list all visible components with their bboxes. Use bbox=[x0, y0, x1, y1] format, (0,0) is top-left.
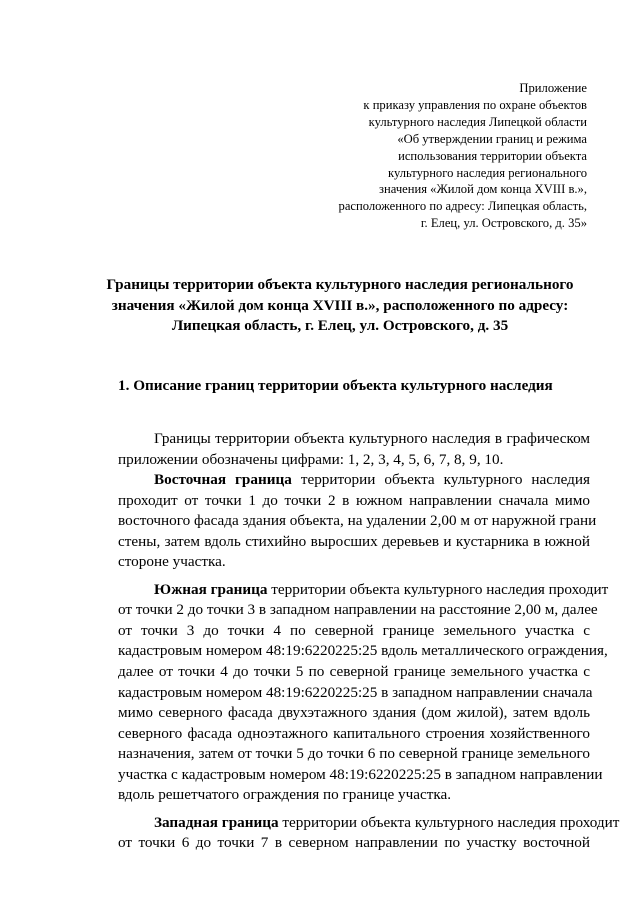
south-line: кадастровым номером 48:19:6220225:25 вдоль металлического ограждения, bbox=[118, 642, 608, 660]
appendix-line: культурного наследия Липецкой области bbox=[368, 114, 587, 129]
south-first-text: территории объекта культурного наследия проходит bbox=[271, 580, 609, 598]
east-line: проходит от точки 1 до точки 2 в южном направлении сначала мимо bbox=[118, 491, 590, 509]
south-line: участка с кадастровым номером 48:19:6220225:25 в западном направлении bbox=[118, 765, 603, 783]
appendix-line: к приказу управления по охране объектов bbox=[363, 97, 587, 112]
east-line: восточного фасада здания объекта, на удалении 2,00 м от наружной грани bbox=[118, 512, 597, 530]
title-line: значения «Жилой дом конца XVIII в.», расположенного по адресу: bbox=[111, 296, 569, 314]
south-boundary-label: Южная граница bbox=[154, 580, 268, 598]
title-line: Липецкая область, г. Елец, ул. Островского, д. 35 bbox=[171, 317, 509, 334]
appendix-line: культурного наследия регионального bbox=[388, 165, 587, 180]
appendix-header bbox=[247, 80, 587, 232]
south-line: назначения, затем от точки 5 до точки 6 по северной границе земельного bbox=[118, 745, 590, 763]
title-line: Границы территории объекта культурного наследия регионального bbox=[106, 276, 574, 293]
south-line: далее от точки 4 до точки 5 по северной границе земельного участка с bbox=[118, 663, 590, 681]
west-boundary-label: Западная граница bbox=[154, 813, 279, 831]
intro-line: приложении обозначены цифрами: 1, 2, 3, 4, 5, 6, 7, 8, 9, 10. bbox=[118, 450, 504, 468]
body-text bbox=[118, 429, 620, 854]
document-title bbox=[90, 275, 590, 337]
east-first-text: территории объекта культурного наследия bbox=[300, 471, 590, 489]
appendix-line: значения «Жилой дом конца XVIII в.», bbox=[379, 182, 587, 197]
west-first-text: территории объекта культурного наследия проходит bbox=[282, 813, 620, 831]
section-heading: 1. Описание границ территории объекта культурного наследия bbox=[118, 377, 553, 394]
appendix-line: расположенного по адресу: Липецкая область, bbox=[338, 199, 587, 214]
intro-line: Границы территории объекта культурного наследия в графическом bbox=[154, 430, 590, 447]
south-line: от точки 2 до точки 3 в западном направлении на расстояние 2,00 м, далее bbox=[118, 601, 598, 619]
south-line: кадастровым номером 48:19:6220225:25 в западном направлении сначала bbox=[118, 683, 593, 701]
east-line: стороне участка. bbox=[118, 553, 226, 571]
south-line: северного фасада одноэтажного капитального строения хозяйственного bbox=[118, 724, 590, 742]
east-first-line bbox=[118, 470, 590, 491]
appendix-line: Приложение bbox=[519, 81, 587, 95]
south-first-line bbox=[118, 580, 609, 601]
appendix-line: «Об утверждении границ и режима bbox=[397, 131, 587, 146]
south-line: мимо северного фасада двухэтажного здания (дом жилой), затем вдоль bbox=[118, 704, 590, 722]
appendix-line: использования территории объекта bbox=[398, 148, 587, 163]
south-line: от точки 3 до точки 4 по северной границе земельного участка с bbox=[118, 621, 590, 639]
west-first-line bbox=[118, 813, 620, 834]
south-line: вдоль решетчатого ограждения по границе участка. bbox=[118, 786, 452, 804]
east-line: стены, затем вдоль стихийно выросших деревьев и кустарника в южной bbox=[118, 532, 590, 550]
appendix-line: г. Елец, ул. Островского, д. 35» bbox=[420, 216, 587, 231]
west-line: от точки 6 до точки 7 в северном направлении по участку восточной bbox=[118, 834, 590, 852]
east-boundary-label: Восточная граница bbox=[154, 471, 292, 489]
